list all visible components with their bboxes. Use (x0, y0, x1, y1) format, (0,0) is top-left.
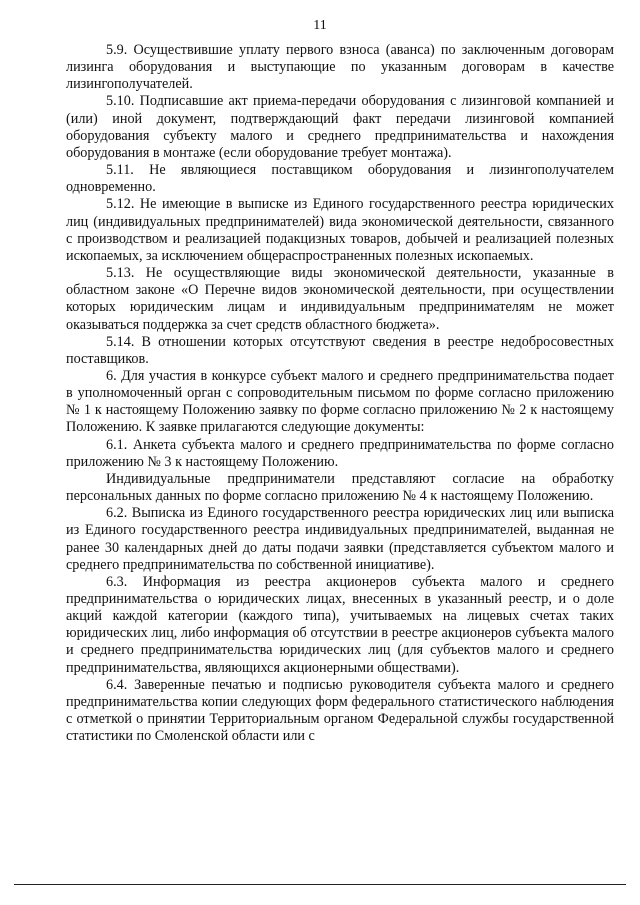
paragraph-5-12: 5.12. Не имеющие в выписке из Единого государственного реестра юридических лиц (индивидуальных предпринимателей) вида экономической деятельности, связанного с производством и реализацией подакцизных товаров, добычей и реализацией полезных ископаемых, за исключением общераспространенных полезных ископаемых. (66, 196, 614, 264)
bottom-rule (14, 884, 626, 885)
paragraph-5-10: 5.10. Подписавшие акт приема-передачи оборудования с лизинговой компанией и (или) иной документ, подтверждающий факт передачи лизинговой компанией оборудования субъекту малого и среднего предпринимательства и нахождения оборудования в монтаже (если оборудование требует монтажа). (66, 93, 614, 161)
paragraph-6-1-consent: Индивидуальные предприниматели представляют согласие на обработку персональных данных по форме согласно приложению № 4 к настоящему Положению. (66, 470, 614, 505)
paragraph-5-11: 5.11. Не являющиеся поставщиком оборудования и лизингополучателем одновременно. (66, 162, 614, 196)
paragraph-6-2: 6.2. Выписка из Единого государственного реестра юридических лиц или выписка из Единого государственного реестра индивидуальных предпринимателей, выданная не ранее 30 календарных дней до даты подачи заявки (представляется субъектом малого и среднего предпринимательства по собственной инициативе). (66, 505, 614, 573)
page-number: 11 (313, 18, 327, 33)
paragraph-5-14: 5.14. В отношении которых отсутствуют сведения в реестре недобросовестных поставщиков. (66, 333, 614, 367)
paragraph-6-1: 6.1. Анкета субъекта малого и среднего предпринимательства по форме согласно приложению № 3 к настоящему Положению. (66, 436, 614, 470)
paragraph-5-13: 5.13. Не осуществляющие виды экономической деятельности, указанные в областном законе «О Перечне видов экономической деятельности, при осуществлении которых юридическим лицам и индивидуальным предпринимателям не может оказываться поддержка за счет средств областного бюджета». (66, 265, 614, 333)
paragraph-5-9: 5.9. Осуществившие уплату первого взноса (аванса) по заключенным договорам лизинга оборудования и выступающие по указанным договорам в качестве лизингополучателей. (66, 42, 614, 93)
document-body (66, 42, 614, 745)
paragraph-6-4: 6.4. Заверенные печатью и подписью руководителя субъекта малого и среднего предпринимательства копии следующих форм федерального статистического наблюдения с отметкой о принятии Территориальным органом Федеральной службы государственной статистики по Смоленской области или с (66, 676, 614, 745)
paragraph-6: 6. Для участия в конкурсе субъект малого и среднего предпринимательства подает в уполномоченный орган с сопроводительным письмом по форме согласно приложению № 1 к настоящему Положению заявку по форме согласно приложению № 2 к настоящему Положению. К заявке прилагаются следующие документы: (66, 367, 614, 436)
paragraph-6-3: 6.3. Информация из реестра акционеров субъекта малого и среднего предпринимательства о юридических лицах, внесенных в указанный реестр, и о доле акций каждой категории (каждого типа), учитываемых на лицевых счетах таких юридических лиц, либо информация об отсутствии в реестре акционеров субъекта малого и среднего предпринимательства юридических лиц (для субъектов малого и среднего предпринимательства, являющихся акционерными обществами). (66, 573, 614, 676)
